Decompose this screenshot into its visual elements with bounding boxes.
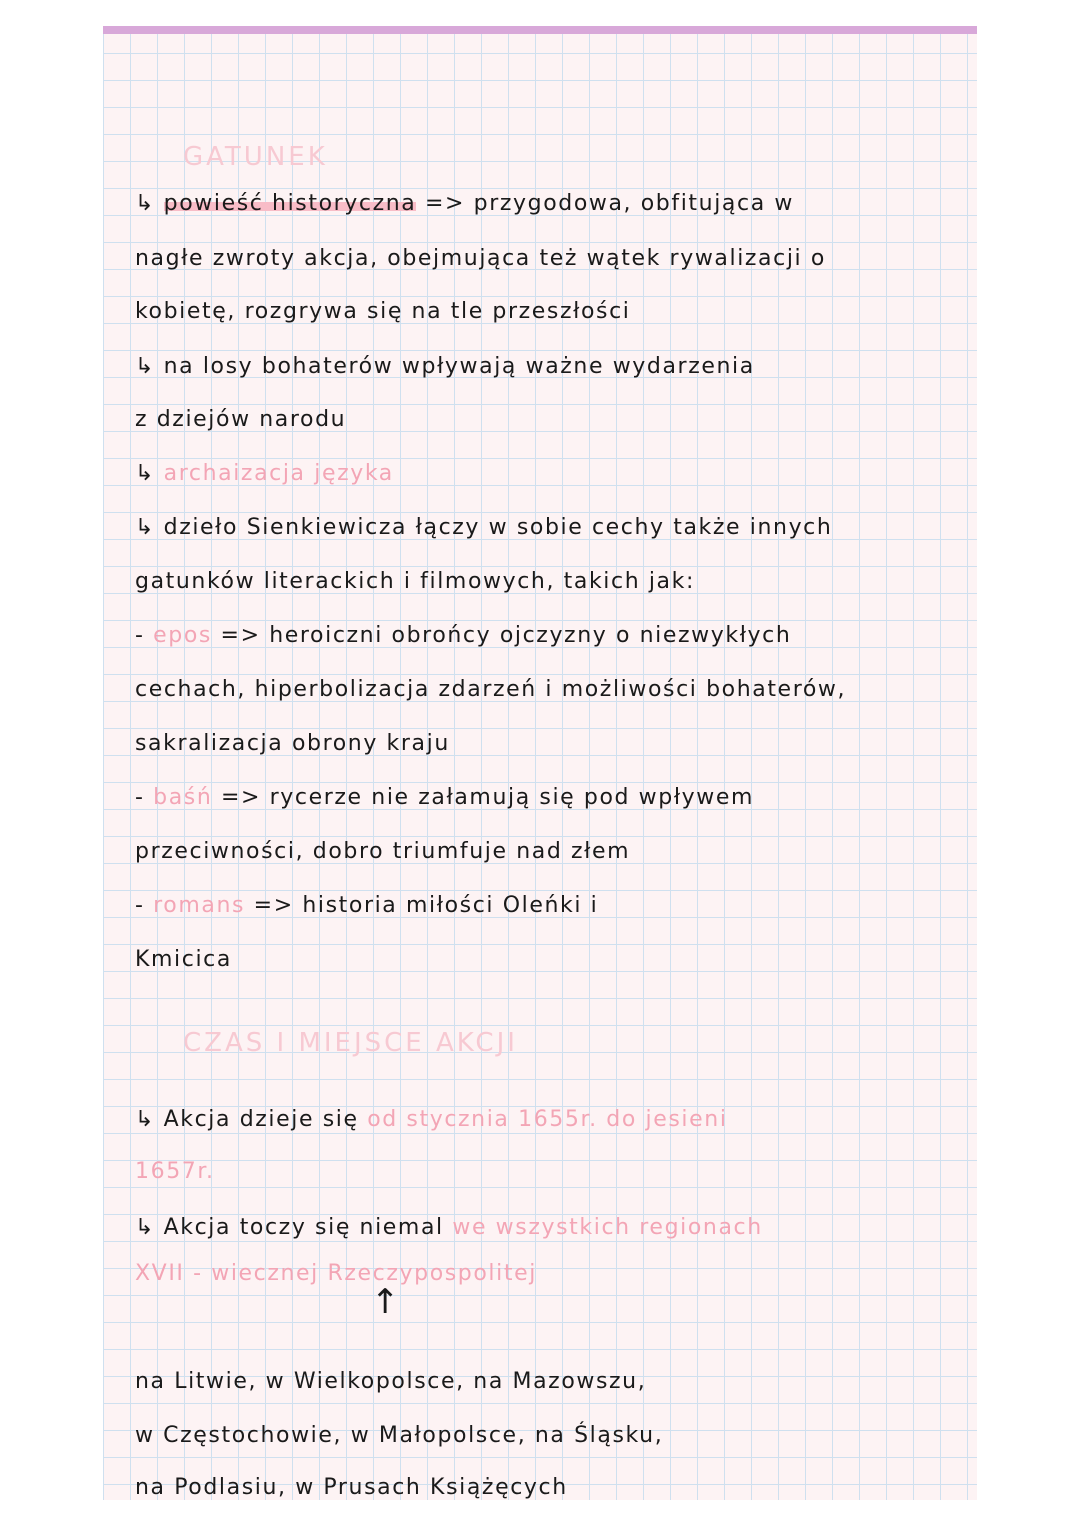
pink-term: romans <box>153 893 246 918</box>
line-rest: => historia miłości Oleńki i <box>245 893 599 918</box>
arrow-up-icon: ↑ <box>371 1282 400 1322</box>
line-prefix: - <box>135 623 154 648</box>
note-line: gatunków literackich i filmowych, takich jak: <box>135 569 695 594</box>
line-rest: => rycerze nie załamują się pod wpływem <box>212 785 755 810</box>
note-line: cechach, hiperbolizacja zdarzeń i możliwości bohaterów, <box>135 677 847 702</box>
line-prefix: ↳ Akcja dzieje się <box>135 1107 368 1132</box>
line-prefix: - <box>135 893 154 918</box>
note-line: w Częstochowie, w Małopolsce, na Śląsku, <box>135 1423 664 1448</box>
note-line: nagłe zwroty akcja, obejmująca też wątek rywalizacji o <box>135 246 826 271</box>
pink-term: we wszystkich regionach <box>452 1215 763 1240</box>
note-line: ↳ na losy bohaterów wpływają ważne wydarzenia <box>135 354 755 379</box>
pink-term: epos <box>153 623 212 648</box>
note-line <box>135 188 955 220</box>
pink-term: XVII - wiecznej Rzeczypospolitej <box>135 1261 537 1286</box>
note-line: sakralizacja obrony kraju <box>135 731 450 756</box>
pink-term: archaizacja języka <box>163 461 394 486</box>
note-line <box>135 620 955 652</box>
note-line: na Litwie, w Wielkopolsce, na Mazowszu, <box>135 1369 647 1394</box>
note-line <box>135 782 955 814</box>
note-line <box>135 890 955 922</box>
highlighted-term: powieść historyczna <box>163 191 417 216</box>
note-line <box>135 458 955 490</box>
note-line: na Podlasiu, w Prusach Książęcych <box>135 1475 568 1500</box>
note-line <box>135 1104 955 1136</box>
note-line <box>135 1156 955 1188</box>
pink-term: 1657r. <box>135 1159 215 1184</box>
line-prefix: ↳ Akcja toczy się niemal <box>135 1215 453 1240</box>
note-line: ↳ dzieło Sienkiewicza łączy w sobie cechy także innych <box>135 515 833 540</box>
note-line: Kmicica <box>135 947 232 972</box>
line-prefix: ↳ <box>135 191 164 216</box>
note-line: z dziejów narodu <box>135 407 347 432</box>
pink-term: od stycznia 1655r. do jesieni <box>367 1107 728 1132</box>
pink-term: baśń <box>153 785 213 810</box>
notebook-page <box>103 26 977 1500</box>
note-line <box>135 1212 955 1244</box>
heading-time-place: CZAS I MIEJSCE AKCJI <box>183 1028 518 1058</box>
line-prefix: - <box>135 785 154 810</box>
note-line: przeciwności, dobro triumfuje nad złem <box>135 839 631 864</box>
note-line <box>135 1258 955 1290</box>
line-prefix: ↳ <box>135 461 164 486</box>
line-rest: => heroiczni obrońcy ojczyzny o niezwykłych <box>211 623 792 648</box>
note-line: kobietę, rozgrywa się na tle przeszłości <box>135 299 631 324</box>
page-top-bar <box>103 26 977 34</box>
heading-genre: GATUNEK <box>183 142 328 172</box>
line-rest: => przygodowa, obfitująca w <box>416 191 794 216</box>
